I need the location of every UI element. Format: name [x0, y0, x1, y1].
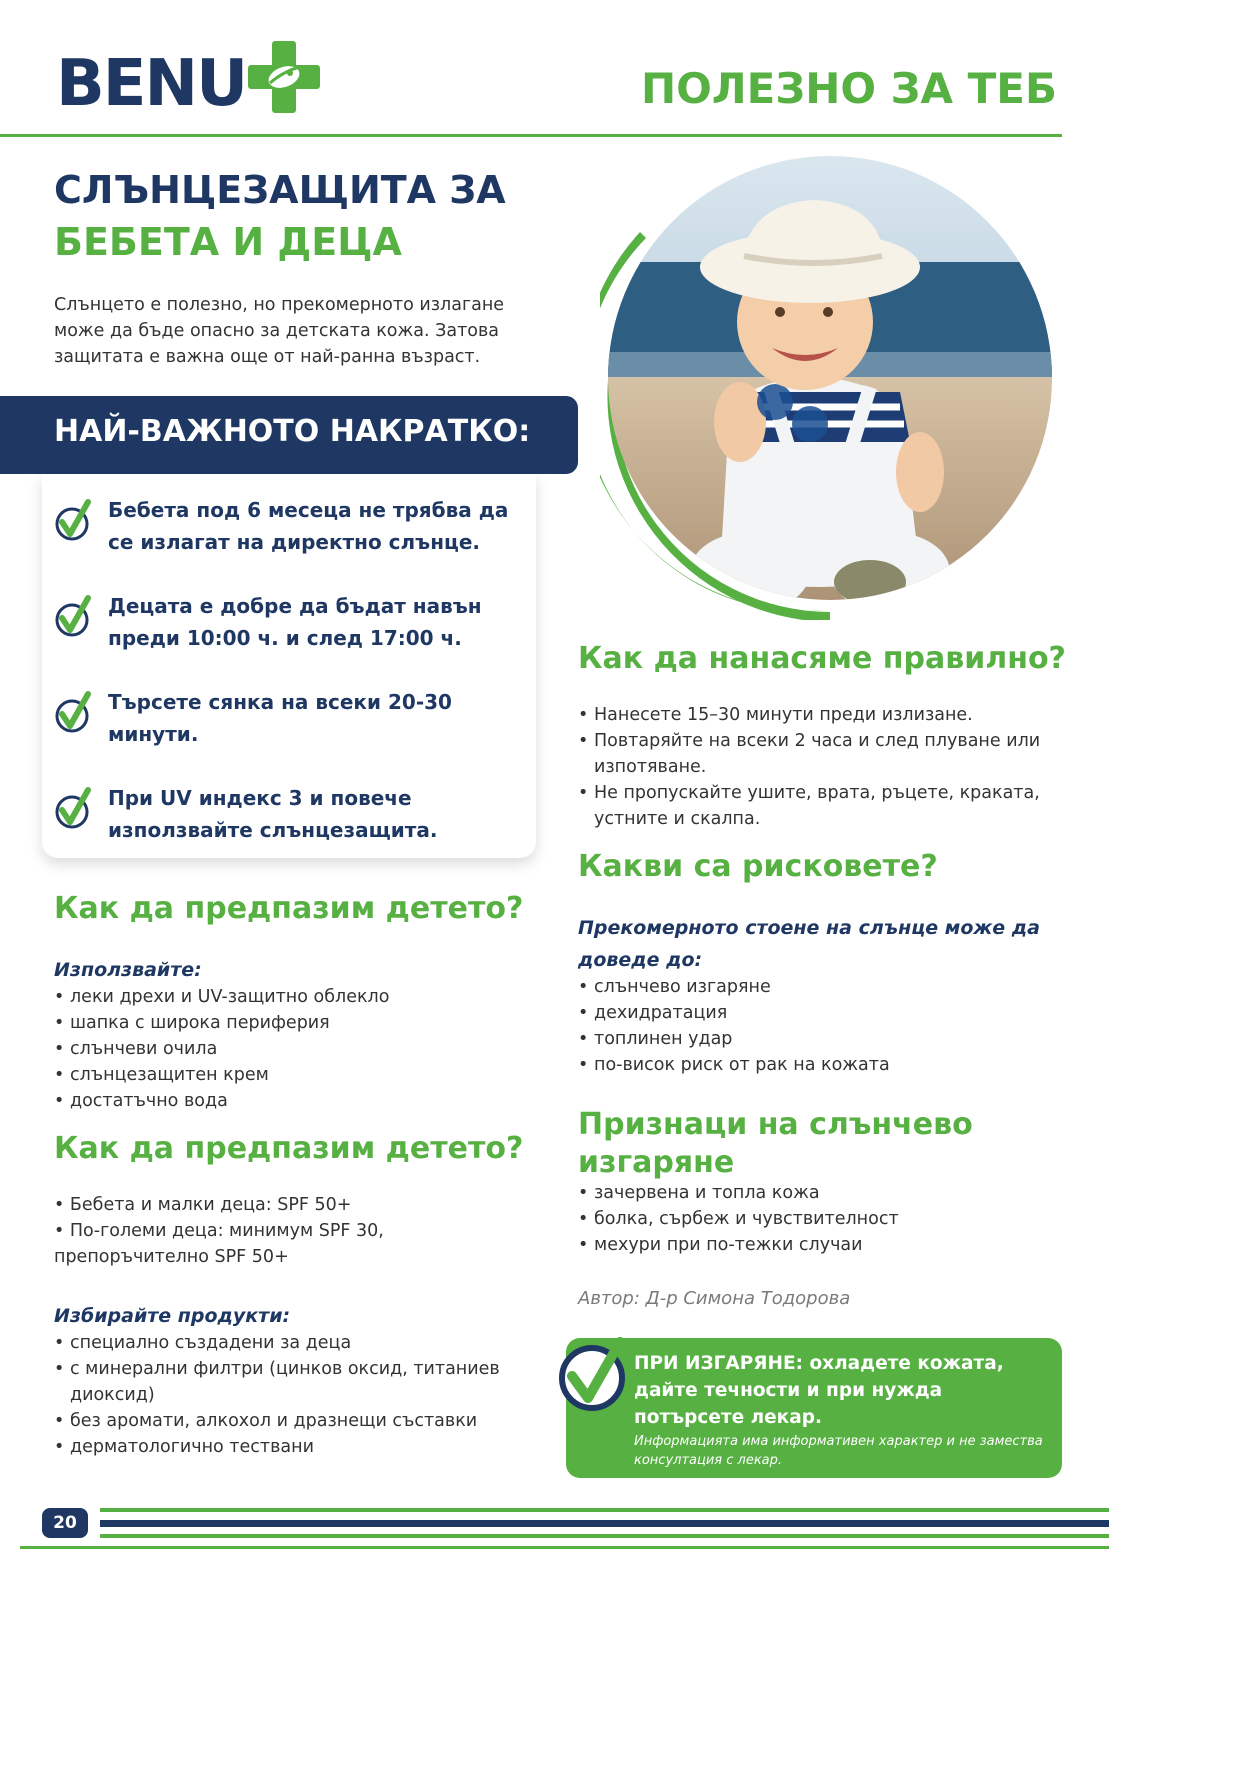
check-icon [54, 786, 92, 832]
apply-heading: Как да нанасяме правилно? [578, 641, 1066, 676]
title-line-1: СЛЪНЦЕЗАЩИТА ЗА [54, 168, 506, 212]
check-icon [54, 498, 92, 544]
page-number: 20 [42, 1508, 88, 1538]
intro-paragraph: Слънцето е полезно, но прекомерното излагане може да бъде опасно за детската кожа. Затова защитата е важна още от най-ранна възраст. [54, 295, 505, 367]
list-item: • специално създадени за деца [54, 1330, 524, 1356]
tip-text: Търсете сянка на всеки 20-30 минути. [108, 690, 452, 746]
list-item: • шапка с широка периферия [54, 1010, 534, 1036]
list-item: • слънцезащитен крем [54, 1062, 534, 1088]
title-line-2: БЕБЕТА И ДЕЦА [54, 220, 402, 264]
check-icon [54, 594, 92, 640]
tip-item [54, 782, 518, 846]
list-item: • мехури при по-тежки случаи [578, 1232, 1058, 1258]
list-item: • слънчеви очила [54, 1036, 534, 1062]
protect-heading: Как да предпазим детето? [54, 891, 524, 926]
list-item: • достатъчно вода [54, 1088, 534, 1114]
footer-stripes [0, 1500, 1109, 1568]
list-item: • дерматологично тествани [54, 1434, 524, 1460]
tip-item [54, 686, 518, 750]
list-item: • дехидратация [578, 1000, 1058, 1026]
list-item: • с минерални филтри (цинков оксид, титаниев диоксид) [54, 1356, 524, 1408]
check-icon [556, 1334, 626, 1414]
use-list [54, 984, 534, 1114]
spf-list [54, 1192, 524, 1270]
list-item: • Повтаряйте на всеки 2 часа и след плуване или изпотяване. [578, 728, 1058, 780]
tip-text: Децата е добре да бъдат навън преди 10:00 ч. и след 17:00 ч. [108, 594, 482, 650]
list-item: • леки дрехи и UV-защитно облекло [54, 984, 534, 1010]
list-item: • Нанесете 15–30 минути преди излизане. [578, 702, 1058, 728]
section-title: ПОЛЕЗНО ЗА ТЕБ [640, 64, 1057, 113]
tip-text: Бебета под 6 месеца не трябва да се излагат на директно слънце. [108, 498, 509, 554]
header-divider [0, 134, 1062, 137]
tip-item [54, 590, 518, 654]
risks-lead: Прекомерното стоене на слънце може да доведе до: [578, 917, 1040, 971]
use-label: Използвайте: [54, 959, 202, 981]
list-item: • зачервена и топла кожа [578, 1180, 1058, 1206]
baby-in-sun-hat-photo [600, 152, 1056, 620]
protect-heading-2: Как да предпазим детето? [54, 1131, 524, 1166]
page-title [54, 164, 506, 268]
risks-list [578, 974, 1058, 1078]
benu-logo [56, 44, 320, 124]
pharmacy-cross-leaf-icon [248, 41, 320, 113]
risks-heading: Какви са рисковете? [578, 849, 938, 884]
alert-note: Информацията има информативен характер и не замества консултация с лекар. [634, 1434, 1043, 1468]
choose-list [54, 1330, 524, 1460]
tip-text: При UV индекс 3 и повече използвайте слънцезащита. [108, 786, 438, 842]
list-item: • Не пропускайте ушите, врата, ръцете, краката, устните и скалпа. [578, 780, 1058, 832]
signs-list [578, 1180, 1058, 1258]
list-item: • слънчево изгаряне [578, 974, 1058, 1000]
tip-item [54, 494, 518, 558]
logo-wordmark: BENU [56, 47, 247, 121]
apply-list [578, 702, 1058, 832]
choose-label: Избирайте продукти: [54, 1305, 291, 1327]
spf-item: • По-големи деца: минимум SPF 30, препоръчително SPF 50+ [54, 1221, 384, 1267]
summary-banner [0, 396, 578, 474]
alert-title: ПРИ ИЗГАРЯНЕ: охладете кожата, дайте течности и при нужда потърсете лекар. [634, 1353, 1004, 1428]
list-item: • без аромати, алкохол и дразнещи съставки [54, 1408, 524, 1434]
list-item: • болка, сърбеж и чувствителност [578, 1206, 1058, 1232]
list-item: • топлинен удар [578, 1026, 1058, 1052]
signs-heading: Признаци на слънчево изгаряне [578, 1107, 973, 1180]
check-icon [54, 690, 92, 736]
spf-item: • Бебета и малки деца: SPF 50+ [54, 1195, 352, 1215]
list-item: • по-висок риск от рак на кожата [578, 1052, 1058, 1078]
summary-heading: НАЙ-ВАЖНОТО НАКРАТКО: [54, 414, 531, 449]
author-credit: Автор: Д-р Симона Тодорова [578, 1288, 851, 1309]
